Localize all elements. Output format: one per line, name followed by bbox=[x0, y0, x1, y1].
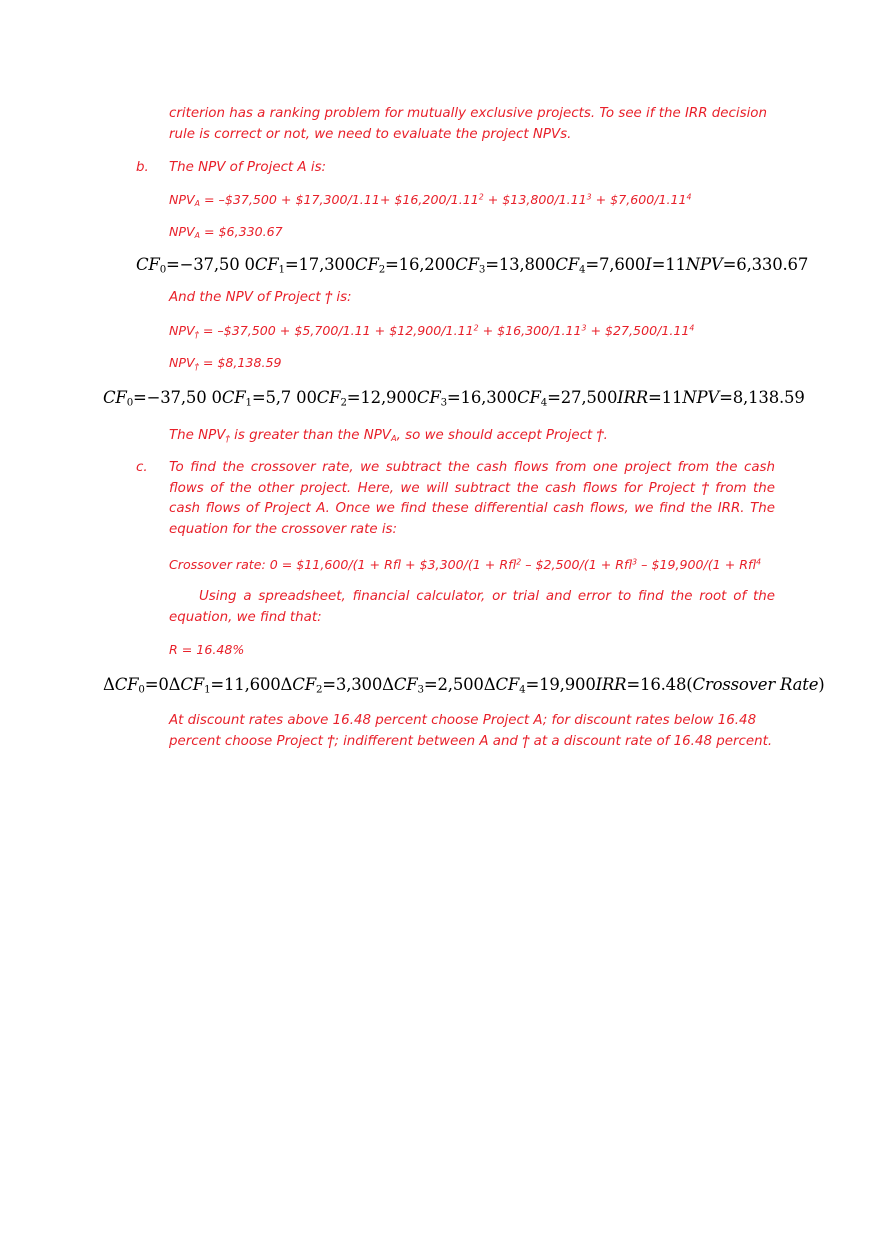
math-crossover: $\Delta CF_0=0\Delta CF_1=11,600\Delta CF_2=3,300\Delta CF_3=2,500\Delta CF_4=19,900IRR=16.48(Crossover$ Rate) bbox=[103, 675, 825, 696]
math-project-a: $CF_0=-37,50$ $0CF_1=17,300CF_2=16,200CF_3=13,800CF_4=7,600I=11NPV=6,330.67$ bbox=[136, 255, 809, 276]
npv-a-result: $NPV_A$ = $6,330.67 bbox=[169, 224, 283, 240]
npv-tf-equation: $NPV_ϯ$ = –$37,500 + $5,700/1.11 + $\$12,900/1.11^2$ + $\$16,300/1.11^3$ + $\$27,500/1.11^4$ bbox=[169, 323, 695, 339]
intro-paragraph: criterion has a ranking problem for mutually exclusive projects. To see if the IRR decision rule is correct or not, we need to evaluate the project NPVs. bbox=[169, 106, 767, 142]
npv-a-equation: $NPV_A$ = –$37,500 + $17,300/1.11+ $\$16,200/1.11^2$ + $\$13,800/1.11^3$ + $\$7,600/1.11^4$ bbox=[169, 192, 692, 208]
part-b-conclusion: The $NPV_ϯ$ is greater than the $NPV_A$, so we should accept Project ϯ. bbox=[169, 428, 608, 444]
crossover-result: R = 16.48% bbox=[169, 642, 245, 657]
final-paragraph: At discount rates above 16.48 percent choose Project A; for discount rates below 16.48 percent choose Project ϯ; indifferent between A and ϯ at a discount rate of 16.48 percent. bbox=[169, 713, 773, 749]
part-c-marker: c. bbox=[136, 460, 148, 475]
math-project-tf: $CF_0=-37,50$ $0CF_1=5,7$ $00CF_2=12,900CF_3=16,300CF_4=27,500IRR=11NPV=8,138.59$ bbox=[103, 388, 805, 409]
part-b-marker: b. bbox=[136, 160, 149, 175]
part-b-text: The NPV of Project A is: bbox=[169, 160, 327, 175]
crossover-equation: Crossover rate: 0 = $11,600/(1 + Rﬂ + $3,300/(1 + Rﬂ$^2$ – $2,500/(1 + Rﬂ$^3$ – $19,900/(1 + Rﬂ$^4$ bbox=[169, 557, 762, 572]
spreadsheet-paragraph: Using a spreadsheet, financial calculator, or trial and error to find the root of the equation, we find that: bbox=[169, 589, 775, 625]
part-c-text: To find the crossover rate, we subtract the cash flows from one project from the cash flows of the other project. Here, we will subtract the cash flows for Project ϯ from the cash flows of Project A. Once we find these differential cash flows, we find the IRR. The equation for the crossover rate is: bbox=[169, 460, 775, 537]
npv-tf-result: $NPV_ϯ$ = $8,138.59 bbox=[169, 355, 282, 371]
part-b-text-2: And the NPV of Project ϯ is: bbox=[169, 290, 352, 305]
